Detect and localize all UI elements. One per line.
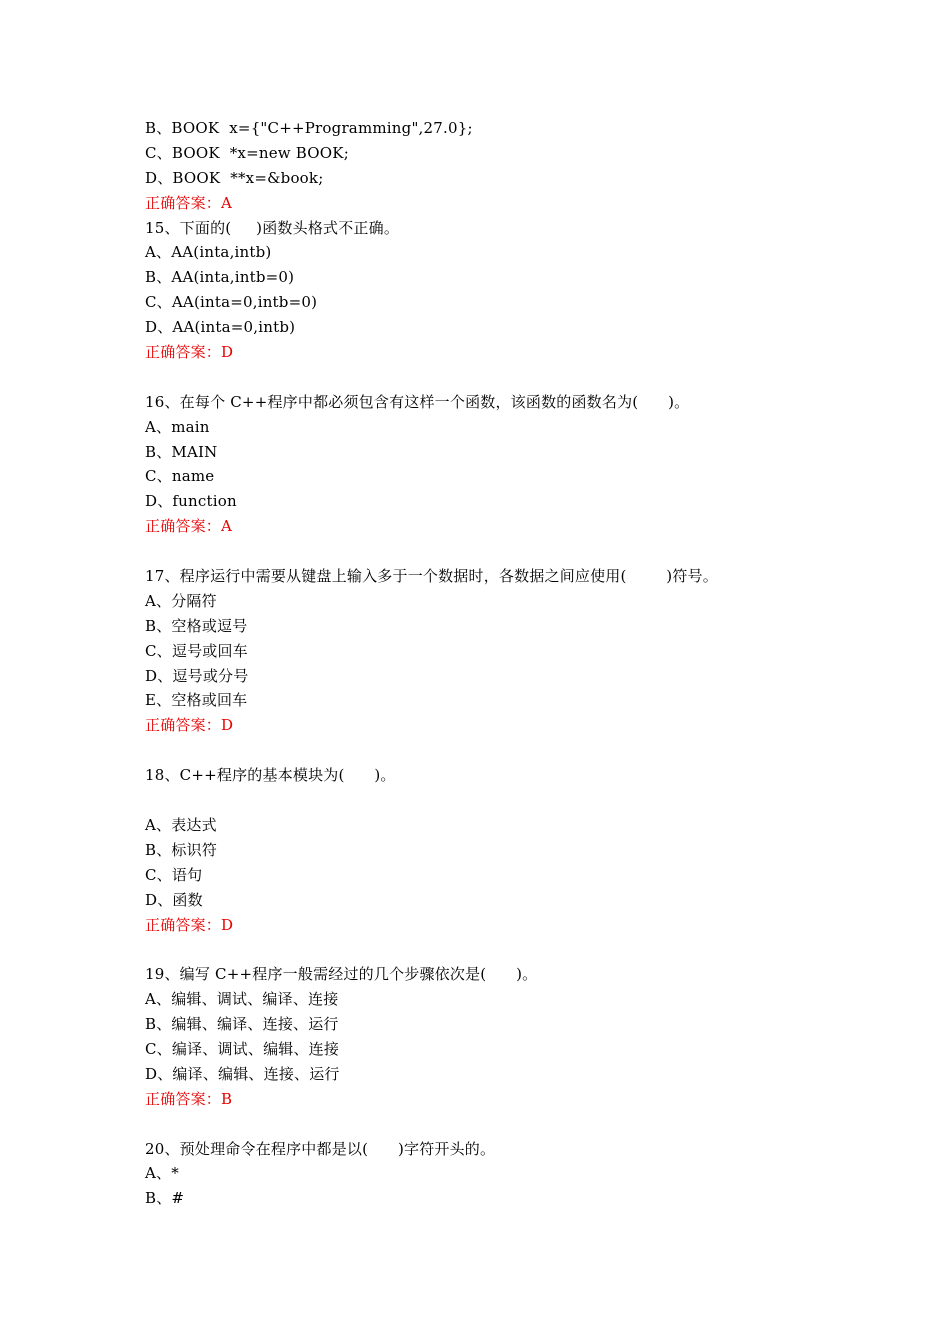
question-18-block: [145, 763, 865, 937]
q17-option-e: E、空格或回车: [145, 691, 248, 710]
q20-stem: 20、预处理命令在程序中都是以( )字符开头的。: [145, 1139, 496, 1158]
q16-option-a: A、main: [145, 417, 210, 436]
q16-option-d: D、function: [145, 492, 237, 511]
q14-option-c: C、BOOK *x=new BOOK;: [145, 143, 349, 162]
q17-stem: 17、程序运行中需要从键盘上输入多于一个数据时，各数据之间应使用( )符号。: [145, 567, 718, 586]
q19-stem: 19、编写 C++程序一般需经过的几个步骤依次是( )。: [145, 965, 538, 984]
question-15-block: [145, 216, 865, 365]
question-14-block: [145, 116, 865, 216]
q17-answer: 正确答案：D: [145, 716, 234, 735]
q19-answer: 正确答案：B: [145, 1089, 233, 1108]
q14-option-d: D、BOOK **x=&book;: [145, 168, 324, 187]
q15-option-d: D、AA(inta=0,intb): [145, 318, 296, 337]
question-16-block: [145, 390, 865, 539]
q18-option-a: A、表达式: [145, 815, 217, 834]
q17-option-c: C、逗号或回车: [145, 641, 248, 660]
spacer: [145, 937, 865, 962]
question-20-block: [145, 1137, 865, 1212]
q18-stem: 18、C++程序的基本模块为( )。: [145, 766, 396, 785]
q16-option-c: C、name: [145, 467, 215, 486]
q20-option-a: A、*: [145, 1164, 179, 1183]
q18-option-d: D、函数: [145, 890, 203, 909]
spacer: [145, 539, 865, 564]
q15-option-b: B、AA(inta,intb=0): [145, 268, 295, 287]
q15-stem: 15、下面的( )函数头格式不正确。: [145, 218, 400, 237]
q18-option-b: B、标识符: [145, 840, 218, 859]
spacer: [145, 365, 865, 390]
spacer: [145, 788, 865, 813]
q15-answer: 正确答案：D: [145, 343, 234, 362]
spacer: [145, 1112, 865, 1137]
question-list: [145, 116, 865, 1211]
q19-option-b: B、编辑、编译、连接、运行: [145, 1015, 339, 1034]
q19-option-d: D、编译、编辑、连接、运行: [145, 1064, 340, 1083]
q16-option-b: B、MAIN: [145, 442, 218, 461]
q17-option-a: A、分隔符: [145, 591, 217, 610]
q17-option-d: D、逗号或分号: [145, 666, 249, 685]
q18-option-c: C、语句: [145, 865, 203, 884]
q18-answer: 正确答案：D: [145, 915, 234, 934]
q15-option-a: A、AA(inta,intb): [145, 243, 272, 262]
q17-option-b: B、空格或逗号: [145, 616, 248, 635]
q19-option-a: A、编辑、调试、编译、连接: [145, 990, 339, 1009]
q16-stem: 16、在每个 C++程序中都必须包含有这样一个函数，该函数的函数名为( )。: [145, 392, 690, 411]
question-17-block: [145, 564, 865, 738]
q19-option-c: C、编译、调试、编辑、连接: [145, 1039, 340, 1058]
q14-option-b: B、BOOK x={"C++Programming",27.0};: [145, 119, 473, 137]
q14-answer: 正确答案：A: [145, 193, 233, 212]
q20-option-b: B、#: [145, 1189, 185, 1208]
q15-option-c: C、AA(inta=0,intb=0): [145, 293, 318, 312]
spacer: [145, 738, 865, 763]
question-19-block: [145, 962, 865, 1111]
q16-answer: 正确答案：A: [145, 517, 233, 536]
